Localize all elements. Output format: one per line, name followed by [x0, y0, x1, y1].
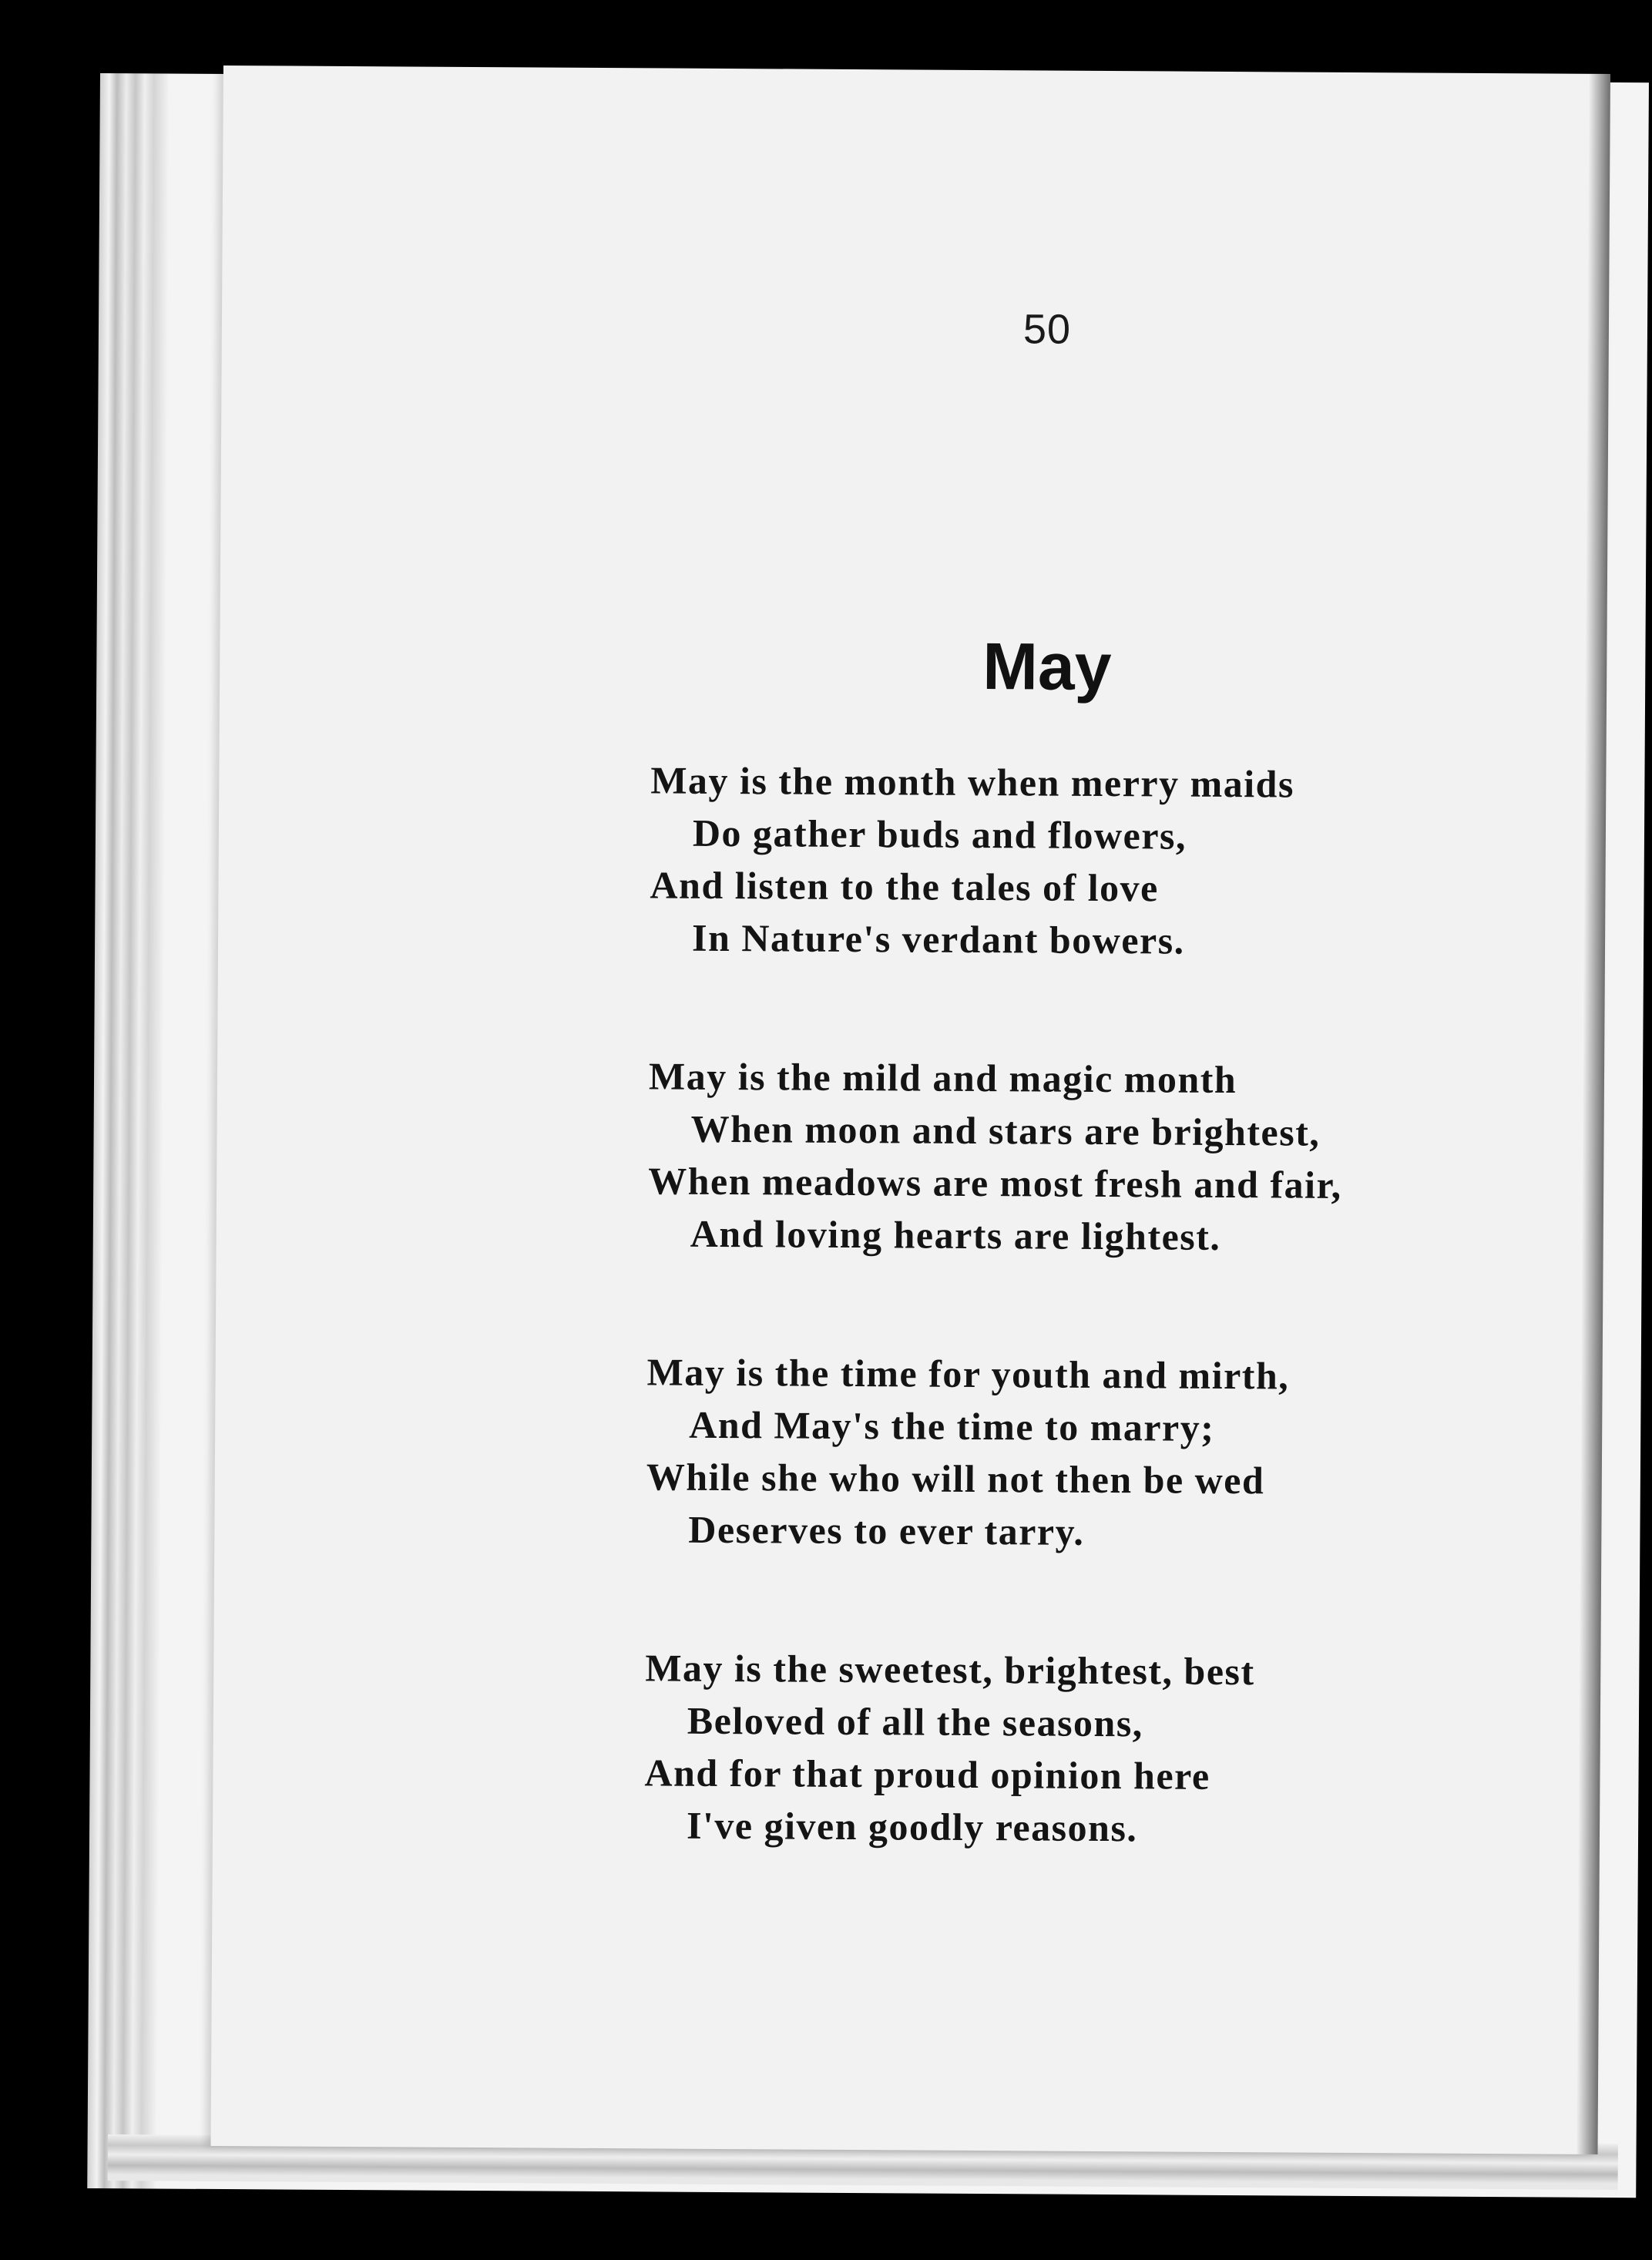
- poem-line: When moon and stars are brightest,: [690, 1106, 1321, 1154]
- poem-title: May: [982, 630, 1112, 705]
- page-number: 50: [1022, 306, 1072, 353]
- poem-line: May is the sweetest, brightest, best: [645, 1646, 1255, 1694]
- poem-line: I've given goodly reasons.: [686, 1803, 1138, 1850]
- book-page: [211, 65, 1610, 2154]
- poem-line: May is the time for youth and mirth,: [646, 1350, 1290, 1398]
- poem-body: [643, 754, 1498, 1943]
- poem-line: In Nature's verdant bowers.: [691, 915, 1185, 962]
- stanza-3: [646, 1345, 1495, 1560]
- poem-line: And listen to the tales of love: [650, 863, 1160, 910]
- poem-line: While she who will not then be wed: [646, 1455, 1265, 1503]
- poem-line: Do gather buds and flowers,: [692, 811, 1187, 858]
- poem-line: And loving hearts are lightest.: [690, 1211, 1221, 1258]
- poem-line: May is the mild and magic month: [648, 1054, 1237, 1102]
- poem-line: When meadows are most fresh and fair,: [647, 1159, 1342, 1207]
- poem-line: Deserves to ever tarry.: [688, 1507, 1085, 1553]
- poem-line: May is the month when merry maids: [650, 758, 1295, 806]
- stanza-2: [648, 1049, 1497, 1264]
- poem-line: Beloved of all the seasons,: [687, 1698, 1143, 1745]
- stanza-1: [650, 754, 1499, 969]
- stanza-4: [644, 1641, 1493, 1856]
- poem-line: And for that proud opinion here: [644, 1751, 1210, 1798]
- poem-line: And May's the time to marry;: [689, 1402, 1215, 1449]
